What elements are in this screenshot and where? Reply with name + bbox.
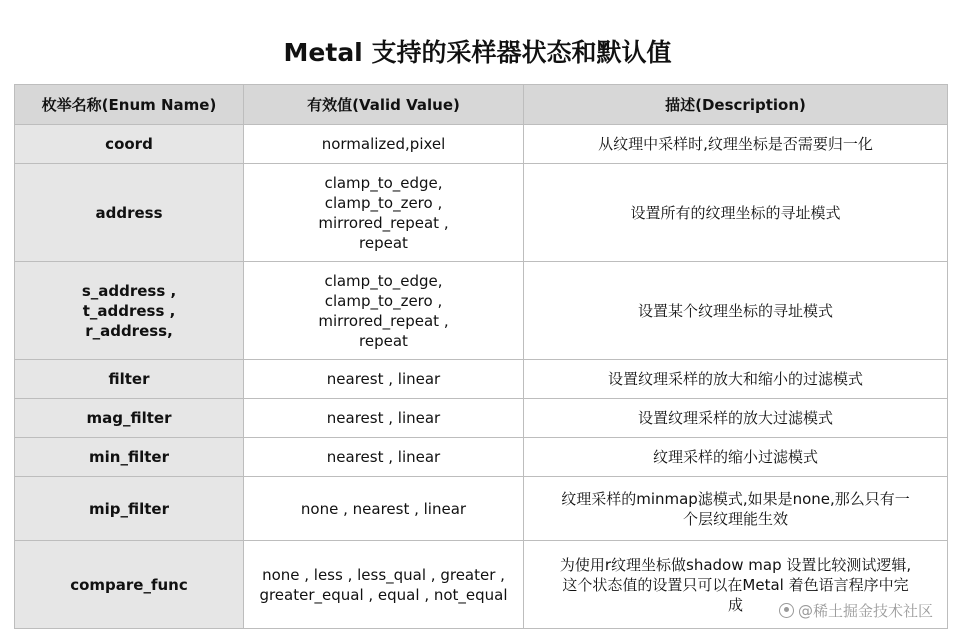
cell-line: 设置纹理采样的放大过滤模式	[637, 409, 833, 427]
enum-name-cell	[15, 438, 244, 477]
table-row	[15, 262, 948, 360]
cell-line: mag_filter	[86, 409, 172, 427]
description-cell	[524, 438, 948, 477]
cell-line: 成	[727, 595, 743, 614]
cell-line: clamp_to_zero ,	[324, 193, 443, 212]
description-cell	[524, 360, 948, 399]
juejin-logo-icon	[779, 603, 794, 618]
cell-line: mip_filter	[88, 499, 169, 518]
enum-name-cell	[15, 399, 244, 438]
cell-line: 从纹理中采样时,纹理坐标是否需要归一化	[598, 135, 873, 153]
cell-line: coord	[105, 135, 153, 153]
valid-value-cell	[244, 541, 524, 629]
cell-line: clamp_to_zero ,	[324, 291, 443, 310]
table-row	[15, 125, 948, 164]
enum-name-cell	[15, 360, 244, 399]
table-row	[15, 477, 948, 541]
header-valid-value: 有效值(Valid Value)	[244, 85, 524, 125]
description-cell	[524, 262, 948, 360]
sampler-state-table	[14, 84, 948, 629]
cell-line: nearest , linear	[326, 370, 441, 388]
cell-line: repeat	[359, 233, 408, 252]
valid-value-cell	[244, 164, 524, 262]
table-row	[15, 438, 948, 477]
cell-line: mirrored_repeat ,	[318, 213, 449, 232]
valid-value-cell	[244, 477, 524, 541]
table-header-row	[15, 85, 948, 125]
cell-line: 纹理采样的minmap滤模式,如果是none,那么只有一	[561, 489, 910, 508]
header-description: 描述(Description)	[524, 85, 948, 125]
cell-line: compare_func	[70, 575, 188, 594]
table-row	[15, 360, 948, 399]
table-row	[15, 399, 948, 438]
page-title: Metal 支持的采样器状态和默认值	[283, 38, 672, 67]
enum-name-cell	[15, 541, 244, 629]
cell-line: filter	[108, 370, 150, 388]
cell-line: 为使用r纹理坐标做shadow map 设置比较测试逻辑,	[559, 555, 912, 574]
valid-value-cell	[244, 262, 524, 360]
cell-line: nearest , linear	[326, 448, 441, 466]
cell-line: 设置纹理采样的放大和缩小的过滤模式	[607, 370, 863, 388]
description-cell	[524, 125, 948, 164]
watermark-text: @稀土掘金技术社区	[797, 602, 933, 620]
enum-name-cell	[15, 262, 244, 360]
cell-line: 设置所有的纹理坐标的寻址模式	[630, 203, 841, 222]
description-cell	[524, 477, 948, 541]
table-row	[15, 164, 948, 262]
cell-line: 个层纹理能生效	[682, 509, 788, 528]
cell-line: 这个状态值的设置只可以在Metal 着色语言程序中完	[562, 575, 909, 594]
cell-line: none , less , less_qual , greater ,	[262, 565, 505, 584]
cell-line: r_address,	[85, 321, 173, 340]
cell-line: address	[95, 203, 163, 222]
enum-name-cell	[15, 477, 244, 541]
cell-line: none , nearest , linear	[300, 499, 467, 518]
cell-line: 纹理采样的缩小过滤模式	[652, 448, 818, 466]
cell-line: repeat	[359, 331, 408, 350]
valid-value-cell	[244, 399, 524, 438]
enum-name-cell	[15, 125, 244, 164]
watermark	[779, 600, 933, 621]
cell-line: nearest , linear	[326, 409, 441, 427]
cell-line: min_filter	[89, 448, 169, 466]
valid-value-cell	[244, 125, 524, 164]
header-enum-name: 枚举名称(Enum Name)	[15, 85, 244, 125]
valid-value-cell	[244, 438, 524, 477]
cell-line: greater_equal , equal , not_equal	[259, 585, 508, 604]
cell-line: mirrored_repeat ,	[318, 311, 449, 330]
valid-value-cell	[244, 360, 524, 399]
enum-name-cell	[15, 164, 244, 262]
cell-line: t_address ,	[82, 301, 176, 320]
cell-line: s_address ,	[81, 281, 177, 300]
description-cell	[524, 399, 948, 438]
cell-line: clamp_to_edge,	[324, 173, 443, 192]
description-cell	[524, 164, 948, 262]
cell-line: normalized,pixel	[321, 135, 446, 153]
cell-line: clamp_to_edge,	[324, 271, 443, 290]
cell-line: 设置某个纹理坐标的寻址模式	[637, 301, 833, 320]
